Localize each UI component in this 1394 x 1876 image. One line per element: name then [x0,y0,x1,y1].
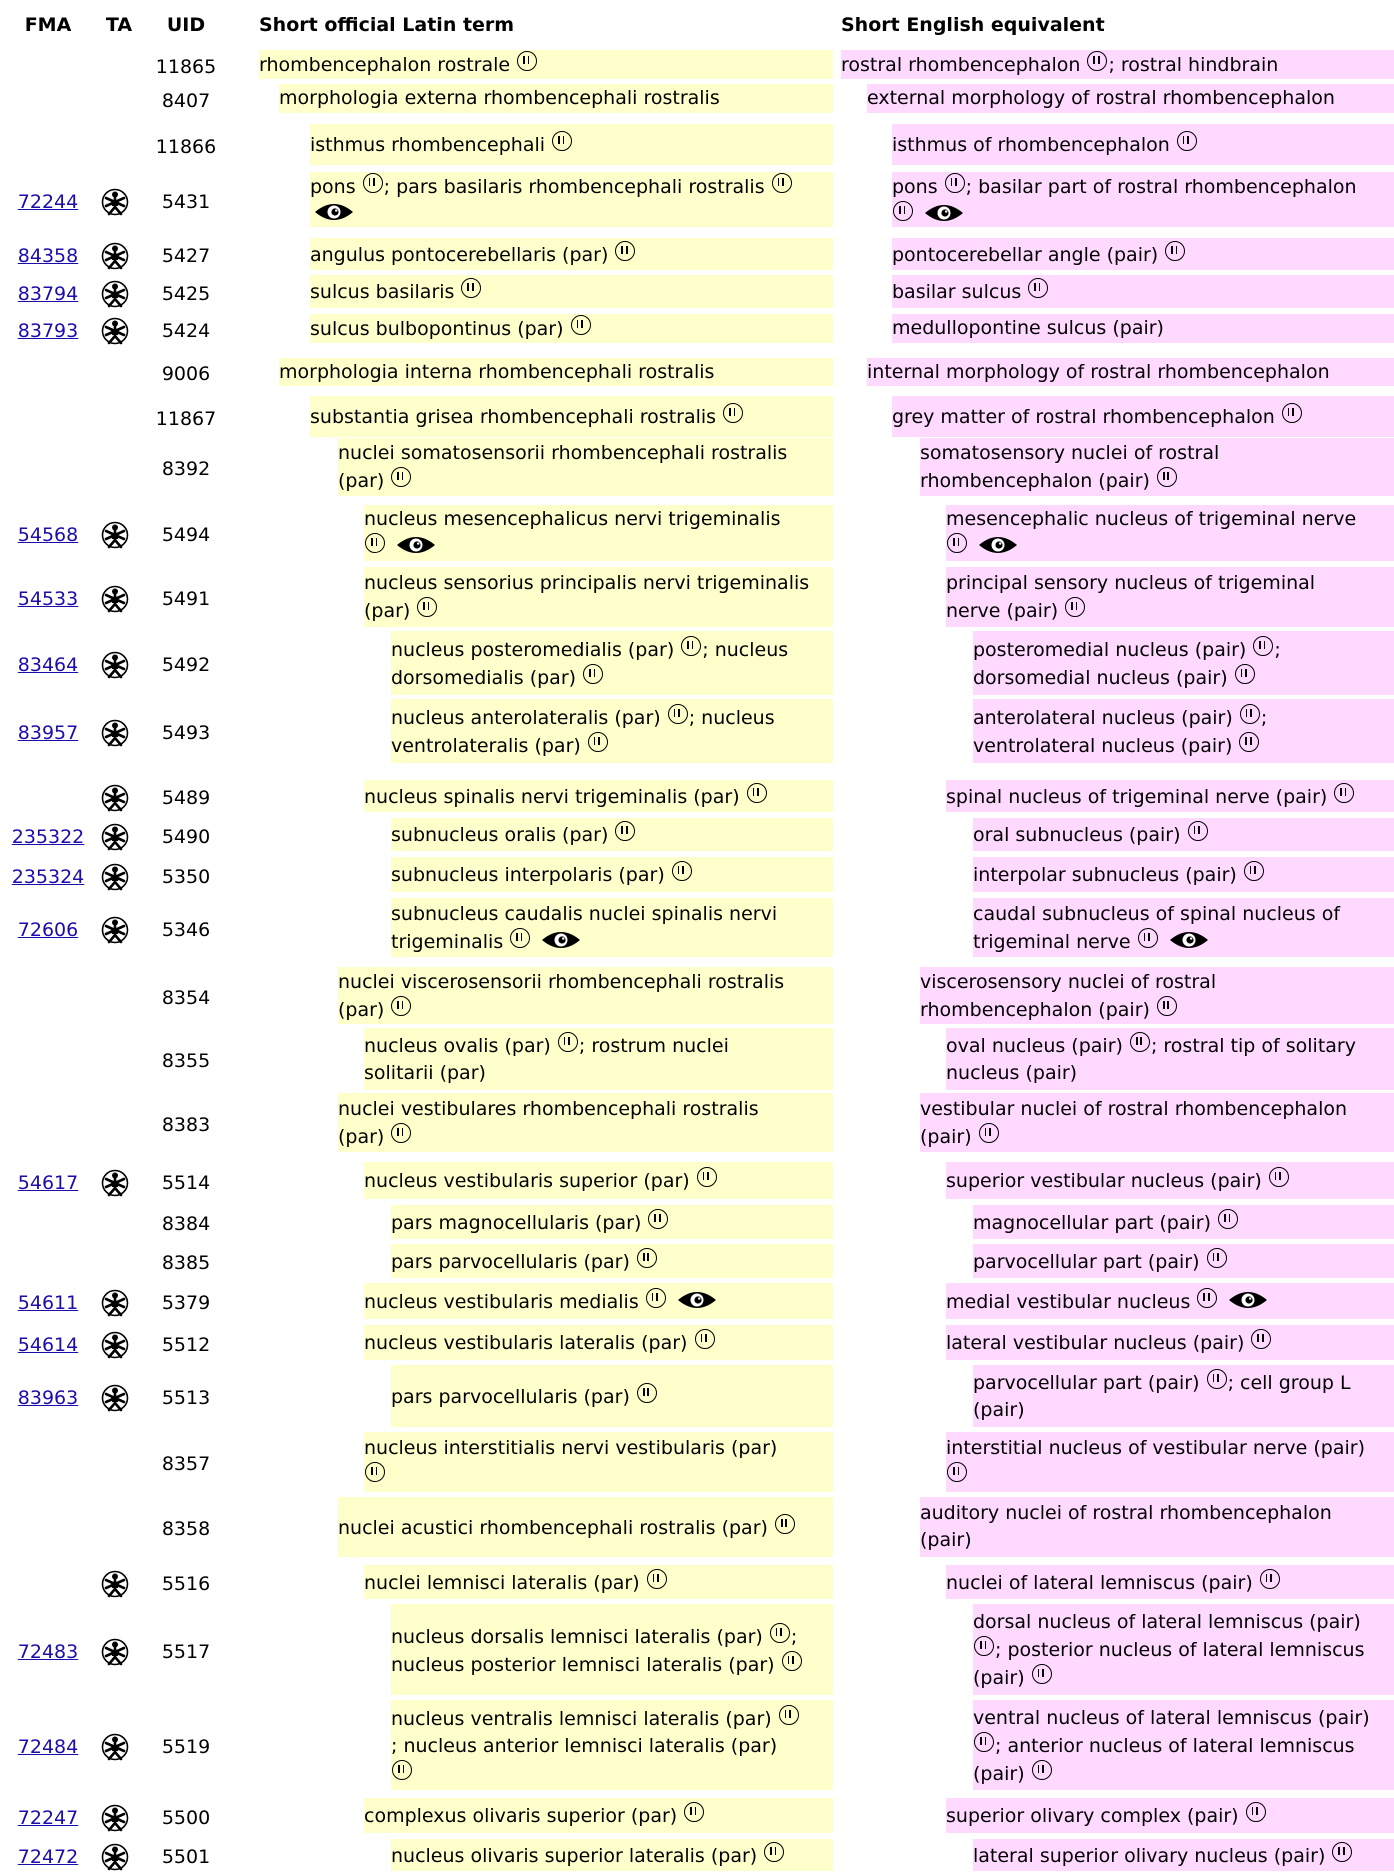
latin-term-cell: nucleus olivaris superior lateralis (par) [391,1839,833,1871]
table-row [0,780,1394,816]
eye-icon[interactable] [314,201,354,223]
info-circle-icon[interactable] [893,201,913,221]
fma-cell [8,1846,88,1868]
info-circle-icon[interactable] [1165,241,1185,261]
eye-icon[interactable] [1169,929,1209,951]
latin-term-cell: nucleus vestibularis superior (par) [364,1162,833,1199]
info-circle-icon[interactable] [1207,1248,1227,1268]
latin-term-cell: nuclei acustici rhombencephali rostralis (par) [338,1497,833,1557]
vitruvian-man-icon[interactable] [101,188,137,216]
english-term-cell: nuclei of lateral lemniscus (pair) [946,1565,1394,1599]
fma-link[interactable]: 83963 [17,1387,79,1409]
uid-cell: 5346 [161,919,211,941]
info-circle-icon[interactable] [974,1636,994,1656]
info-circle-icon[interactable] [461,278,481,298]
info-circle-icon[interactable] [770,1623,790,1643]
ta-cell [101,87,137,115]
info-circle-icon[interactable] [747,783,767,803]
vitruvian-man-icon[interactable] [101,317,137,345]
table-row [0,1839,1394,1875]
uid-cell: 5513 [161,1387,211,1409]
latin-term-cell: subnucleus oralis (par) [391,818,833,851]
fma-cell [8,588,88,610]
info-circle-icon[interactable] [392,1760,412,1780]
english-term-cell: medullopontine sulcus (pair) [892,314,1394,343]
ta-cell [101,360,137,388]
fma-link[interactable]: 72606 [17,919,79,941]
table-row [0,396,1394,441]
uid-cell: 5489 [161,787,211,809]
info-circle-icon[interactable] [672,861,692,881]
latin-term-cell: nucleus dorsalis lemnisci lateralis (par) ; nucleus posterior lemnisci lateralis (par) [391,1604,833,1695]
table-row [0,1365,1394,1431]
vitruvian-man-icon[interactable] [101,1331,137,1359]
fma-cell [8,245,88,267]
uid-cell: 5494 [161,524,211,546]
vitruvian-man-icon[interactable] [101,823,137,851]
ta-cell [101,1047,137,1075]
uid-cell: 9006 [161,363,211,385]
vitruvian-man-icon[interactable] [101,1570,137,1598]
info-circle-icon[interactable] [697,1167,717,1187]
info-circle-icon[interactable] [1244,861,1264,881]
english-term-cell: external morphology of rostral rhombencephalon [867,84,1394,113]
fma-cell [8,919,88,941]
english-term-cell: basilar sulcus [892,275,1394,308]
info-circle-icon[interactable] [647,1569,667,1589]
info-circle-icon[interactable] [782,1651,802,1671]
table-row [0,438,1394,500]
table-row [0,1604,1394,1699]
uid-cell: 8392 [161,458,211,480]
fma-link[interactable]: 72483 [17,1641,79,1663]
vitruvian-man-icon[interactable] [101,1169,137,1197]
uid-cell: 5492 [161,654,211,676]
info-circle-icon[interactable] [772,173,792,193]
info-circle-icon[interactable] [552,131,572,151]
english-term-cell: interstitial nucleus of vestibular nerve (pair) [946,1432,1394,1492]
fma-link[interactable]: 54617 [17,1172,79,1194]
ta-cell [101,455,137,483]
english-term-cell: auditory nuclei of rostral rhombencephalon (pair) [920,1497,1394,1557]
info-circle-icon[interactable] [775,1514,795,1534]
uid-cell: 5491 [161,588,211,610]
fma-cell [8,283,88,305]
info-circle-icon[interactable] [588,732,608,752]
vitruvian-man-icon[interactable] [101,280,137,308]
table-row [0,567,1394,631]
latin-term-cell: nucleus sensorius principalis nervi trigeminalis (par) [364,567,833,627]
fma-cell [8,866,88,888]
english-term-cell: internal morphology of rostral rhombencephalon [867,358,1394,386]
table-row [0,1432,1394,1496]
uid-cell: 8354 [161,987,211,1009]
eye-icon[interactable] [541,929,581,951]
info-circle-icon[interactable] [779,1705,799,1725]
english-term-cell: principal sensory nucleus of trigeminal nerve (pair) [946,567,1394,627]
info-circle-icon[interactable] [391,1123,411,1143]
latin-term-cell: substantia grisea rhombencephali rostralis [310,396,833,437]
info-circle-icon[interactable] [363,173,383,193]
latin-term-cell: nucleus spinalis nervi trigeminalis (par) [364,780,833,812]
info-circle-icon[interactable] [1028,278,1048,298]
eye-icon[interactable] [978,534,1018,556]
info-circle-icon[interactable] [1334,783,1354,803]
latin-term-cell: nucleus anterolateralis (par) ; nucleus ventrolateralis (par) [391,699,833,763]
english-term-cell: superior olivary complex (pair) [946,1798,1394,1833]
fma-cell [8,826,88,848]
info-circle-icon[interactable] [510,928,530,948]
vitruvian-man-icon[interactable] [101,585,137,613]
info-circle-icon[interactable] [1251,1329,1271,1349]
fma-link[interactable]: 54568 [17,524,79,546]
vitruvian-man-icon[interactable] [101,521,137,549]
uid-cell: 5500 [161,1807,211,1829]
info-circle-icon[interactable] [1188,821,1208,841]
uid-cell: 11865 [155,56,217,78]
vitruvian-man-icon[interactable] [101,242,137,270]
info-circle-icon[interactable] [637,1248,657,1268]
table-row [0,898,1394,961]
vitruvian-man-icon[interactable] [101,1804,137,1832]
info-circle-icon[interactable] [1197,1288,1217,1308]
eye-icon[interactable] [1228,1289,1268,1311]
english-term-cell: vestibular nuclei of rostral rhombencephalon (pair) [920,1093,1394,1152]
latin-term-cell: nuclei lemnisci lateralis (par) [364,1565,833,1599]
ta-cell [101,1515,137,1543]
ta-cell [101,1249,137,1277]
table-row [0,1325,1394,1364]
english-term-cell: lateral superior olivary nucleus (pair) [973,1839,1394,1871]
uid-cell: 8384 [161,1213,211,1235]
uid-cell: 5512 [161,1334,211,1356]
fma-link[interactable]: 54533 [17,588,79,610]
table-row [0,1205,1394,1243]
info-circle-icon[interactable] [1282,403,1302,423]
uid-cell: 5514 [161,1172,211,1194]
table-row [0,818,1394,855]
fma-cell [8,654,88,676]
uid-cell: 11867 [155,408,217,430]
info-circle-icon[interactable] [681,636,701,656]
info-circle-icon[interactable] [1332,1842,1352,1862]
info-circle-icon[interactable] [1207,1369,1227,1389]
english-term-cell: anterolateral nucleus (pair) ; ventrolateral nucleus (pair) [973,699,1394,763]
eye-icon[interactable] [677,1289,717,1311]
latin-term-cell: angulus pontocerebellaris (par) [310,238,833,270]
ta-cell [101,133,137,161]
uid-cell: 5490 [161,826,211,848]
latin-term-cell: nuclei viscerosensorii rhombencephali rostralis (par) [338,967,833,1024]
fma-link[interactable]: 72247 [17,1807,79,1829]
uid-cell: 8383 [161,1114,211,1136]
info-circle-icon[interactable] [695,1329,715,1349]
info-circle-icon[interactable] [764,1842,784,1862]
info-circle-icon[interactable] [1253,636,1273,656]
info-circle-icon[interactable] [365,533,385,553]
latin-term-cell: nucleus vestibularis lateralis (par) [364,1325,833,1360]
vitruvian-man-icon[interactable] [101,784,137,812]
fma-cell [8,524,88,546]
english-term-cell: posteromedial nucleus (pair) ; dorsomedial nucleus (pair) [973,631,1394,695]
fma-link[interactable]: 83957 [17,722,79,744]
ta-cell [101,53,137,81]
info-circle-icon[interactable] [1138,928,1158,948]
uid-cell: 5424 [161,320,211,342]
uid-cell: 5427 [161,245,211,267]
uid-cell: 8355 [161,1050,211,1072]
fma-link[interactable]: 54611 [17,1292,79,1314]
info-circle-icon[interactable] [1130,1032,1150,1052]
uid-cell: 5425 [161,283,211,305]
english-column-header: Short English equivalent [841,14,1105,36]
eye-icon[interactable] [924,202,964,224]
fma-cell [8,1387,88,1409]
english-term-cell: caudal subnucleus of spinal nucleus of trigeminal nerve [973,898,1394,957]
latin-column-header: Short official Latin term [259,14,515,36]
english-term-cell: parvocellular part (pair) ; cell group L (pair) [973,1365,1394,1427]
english-term-cell: rostral rhombencephalon ; rostral hindbrain [841,50,1394,79]
uid-column-header: UID [166,14,206,36]
fma-link[interactable]: 235322 [11,826,85,848]
vitruvian-man-icon[interactable] [101,651,137,679]
table-row [0,314,1394,347]
table-row [0,505,1394,565]
fma-cell [8,1641,88,1663]
table-row [0,1162,1394,1203]
info-circle-icon[interactable] [417,597,437,617]
english-term-cell: isthmus of rhombencephalon [892,124,1394,165]
latin-term-cell: pars magnocellularis (par) [391,1205,833,1239]
english-term-cell: superior vestibular nucleus (pair) [946,1162,1394,1199]
info-circle-icon[interactable] [945,173,965,193]
uid-cell: 11866 [155,136,217,158]
latin-term-cell: subnucleus caudalis nuclei spinalis nervi trigeminalis [391,898,833,957]
english-term-cell: parvocellular part (pair) [973,1244,1394,1278]
english-term-cell: lateral vestibular nucleus (pair) [946,1325,1394,1360]
info-circle-icon[interactable] [365,1462,385,1482]
info-circle-icon[interactable] [583,664,603,684]
uid-cell: 8358 [161,1518,211,1540]
fma-link[interactable]: 83793 [17,320,79,342]
table-row [0,1283,1394,1323]
vitruvian-man-icon[interactable] [101,1638,137,1666]
fma-link[interactable]: 72244 [17,191,79,213]
table-row [0,857,1394,896]
info-circle-icon[interactable] [646,1288,666,1308]
fma-link[interactable]: 72472 [17,1846,79,1868]
english-term-cell: grey matter of rostral rhombencephalon [892,396,1394,437]
english-term-cell: pons ; basilar part of rostral rhombencephalon [892,172,1394,227]
ta-cell [101,1450,137,1478]
english-term-cell: magnocellular part (pair) [973,1205,1394,1239]
fma-cell [8,320,88,342]
info-circle-icon[interactable] [517,51,537,71]
info-circle-icon[interactable] [1269,1167,1289,1187]
info-circle-icon[interactable] [571,315,591,335]
fma-link[interactable]: 83794 [17,283,79,305]
uid-cell: 5519 [161,1736,211,1758]
info-circle-icon[interactable] [1239,732,1259,752]
fma-cell [8,722,88,744]
table-row [0,238,1394,274]
info-circle-icon[interactable] [391,996,411,1016]
info-circle-icon[interactable] [723,403,743,423]
info-circle-icon[interactable] [615,241,635,261]
table-row [0,631,1394,699]
info-circle-icon[interactable] [615,821,635,841]
fma-cell [8,191,88,213]
info-circle-icon[interactable] [1157,996,1177,1016]
table-row [0,1565,1394,1603]
vitruvian-man-icon[interactable] [101,1843,137,1871]
table-row [0,699,1394,767]
latin-term-cell: morphologia interna rhombencephali rostralis [279,358,833,386]
latin-term-cell: nucleus posteromedialis (par) ; nucleus dorsomedialis (par) [391,631,833,695]
vitruvian-man-icon[interactable] [101,1384,137,1412]
latin-term-cell: morphologia externa rhombencephali rostralis [279,84,833,113]
uid-cell: 5516 [161,1573,211,1595]
ta-cell [101,984,137,1012]
ta-cell [101,405,137,433]
latin-term-cell: nucleus ventralis lemnisci lateralis (par) ; nucleus anterior lemnisci lateralis (par) [391,1700,833,1790]
latin-term-cell: pons ; pars basilaris rhombencephali rostralis [310,172,833,227]
info-circle-icon[interactable] [1177,131,1197,151]
info-circle-icon[interactable] [1240,704,1260,724]
ta-cell [101,1111,137,1139]
fma-link[interactable]: 84358 [17,245,79,267]
table-row [0,50,1394,83]
latin-term-cell: sulcus bulbopontinus (par) [310,314,833,343]
english-term-cell: ventral nucleus of lateral lemniscus (pair) ; anterior nucleus of lateral lemniscus (pair) [973,1700,1394,1790]
fma-link[interactable]: 54614 [17,1334,79,1356]
table-row [0,275,1394,312]
latin-term-cell: nucleus vestibularis medialis [364,1283,833,1319]
ta-column-header: TA [105,14,133,36]
latin-term-cell: rhombencephalon rostrale [259,50,833,79]
table-row [0,84,1394,117]
info-circle-icon[interactable] [974,1732,994,1752]
info-circle-icon[interactable] [558,1032,578,1052]
fma-cell [8,1736,88,1758]
table-row [0,1093,1394,1156]
vitruvian-man-icon[interactable] [101,863,137,891]
vitruvian-man-icon[interactable] [101,719,137,747]
uid-cell: 8407 [161,90,211,112]
latin-term-cell: pars parvocellularis (par) [391,1244,833,1278]
fma-cell [8,1292,88,1314]
latin-term-cell: nucleus interstitialis nervi vestibularis (par) [364,1432,833,1492]
uid-cell: 5431 [161,191,211,213]
table-row [0,172,1394,231]
latin-term-cell: sulcus basilaris [310,275,833,308]
table-row [0,358,1394,390]
uid-cell: 8357 [161,1453,211,1475]
english-term-cell: oral subnucleus (pair) [973,818,1394,851]
english-term-cell: dorsal nucleus of lateral lemniscus (pair) ; posterior nucleus of lateral lemniscus (pair) [973,1604,1394,1695]
english-term-cell: somatosensory nuclei of rostral rhombencephalon (pair) [920,438,1394,496]
fma-link[interactable]: 83464 [17,654,79,676]
info-circle-icon[interactable] [979,1123,999,1143]
uid-cell: 5493 [161,722,211,744]
english-term-cell: oval nucleus (pair) ; rostral tip of solitary nucleus (pair) [946,1028,1394,1090]
latin-term-cell: pars parvocellularis (par) [391,1365,833,1427]
ta-cell [101,1210,137,1238]
latin-term-cell: isthmus rhombencephali [310,124,833,165]
table-row [0,967,1394,1028]
info-circle-icon[interactable] [1260,1569,1280,1589]
latin-term-cell: complexus olivaris superior (par) [364,1798,833,1833]
info-circle-icon[interactable] [668,704,688,724]
fma-link[interactable]: 72484 [17,1736,79,1758]
fma-cell [8,1807,88,1829]
info-circle-icon[interactable] [1032,1760,1052,1780]
info-circle-icon[interactable] [637,1383,657,1403]
info-circle-icon[interactable] [1246,1802,1266,1822]
latin-term-cell: nuclei somatosensorii rhombencephali rostralis (par) [338,438,833,496]
table-row [0,124,1394,169]
vitruvian-man-icon[interactable] [101,1733,137,1761]
uid-cell: 5517 [161,1641,211,1663]
info-circle-icon[interactable] [947,533,967,553]
fma-cell [8,1334,88,1356]
info-circle-icon[interactable] [1218,1209,1238,1229]
latin-term-cell: nucleus mesencephalicus nervi trigeminalis [364,505,833,561]
table-row [0,1700,1394,1794]
fma-cell [8,1172,88,1194]
info-circle-icon[interactable] [1235,664,1255,684]
table-row [0,1798,1394,1837]
uid-cell: 5501 [161,1846,211,1868]
eye-icon[interactable] [396,534,436,556]
info-circle-icon[interactable] [684,1802,704,1822]
english-term-cell: pontocerebellar angle (pair) [892,238,1394,270]
english-term-cell: mesencephalic nucleus of trigeminal nerve [946,505,1394,561]
info-circle-icon[interactable] [648,1209,668,1229]
table-row [0,1028,1394,1094]
info-circle-icon[interactable] [1065,597,1085,617]
latin-term-cell: nucleus ovalis (par) ; rostrum nuclei solitarii (par) [364,1028,833,1090]
uid-cell: 5350 [161,866,211,888]
vitruvian-man-icon[interactable] [101,1289,137,1317]
fma-column-header: FMA [24,14,72,36]
english-term-cell: spinal nucleus of trigeminal nerve (pair) [946,780,1394,812]
english-term-cell: medial vestibular nucleus [946,1283,1394,1319]
table-row [0,1497,1394,1561]
info-circle-icon[interactable] [947,1462,967,1482]
table-row [0,1244,1394,1282]
uid-cell: 5379 [161,1292,211,1314]
info-circle-icon[interactable] [1032,1664,1052,1684]
info-circle-icon[interactable] [391,467,411,487]
info-circle-icon[interactable] [1087,51,1107,71]
uid-cell: 8385 [161,1252,211,1274]
fma-link[interactable]: 235324 [11,866,85,888]
english-term-cell: viscerosensory nuclei of rostral rhombencephalon (pair) [920,967,1394,1024]
info-circle-icon[interactable] [1157,467,1177,487]
latin-term-cell: nuclei vestibulares rhombencephali rostralis (par) [338,1093,833,1152]
vitruvian-man-icon[interactable] [101,916,137,944]
english-term-cell: interpolar subnucleus (pair) [973,857,1394,892]
latin-term-cell: subnucleus interpolaris (par) [391,857,833,892]
